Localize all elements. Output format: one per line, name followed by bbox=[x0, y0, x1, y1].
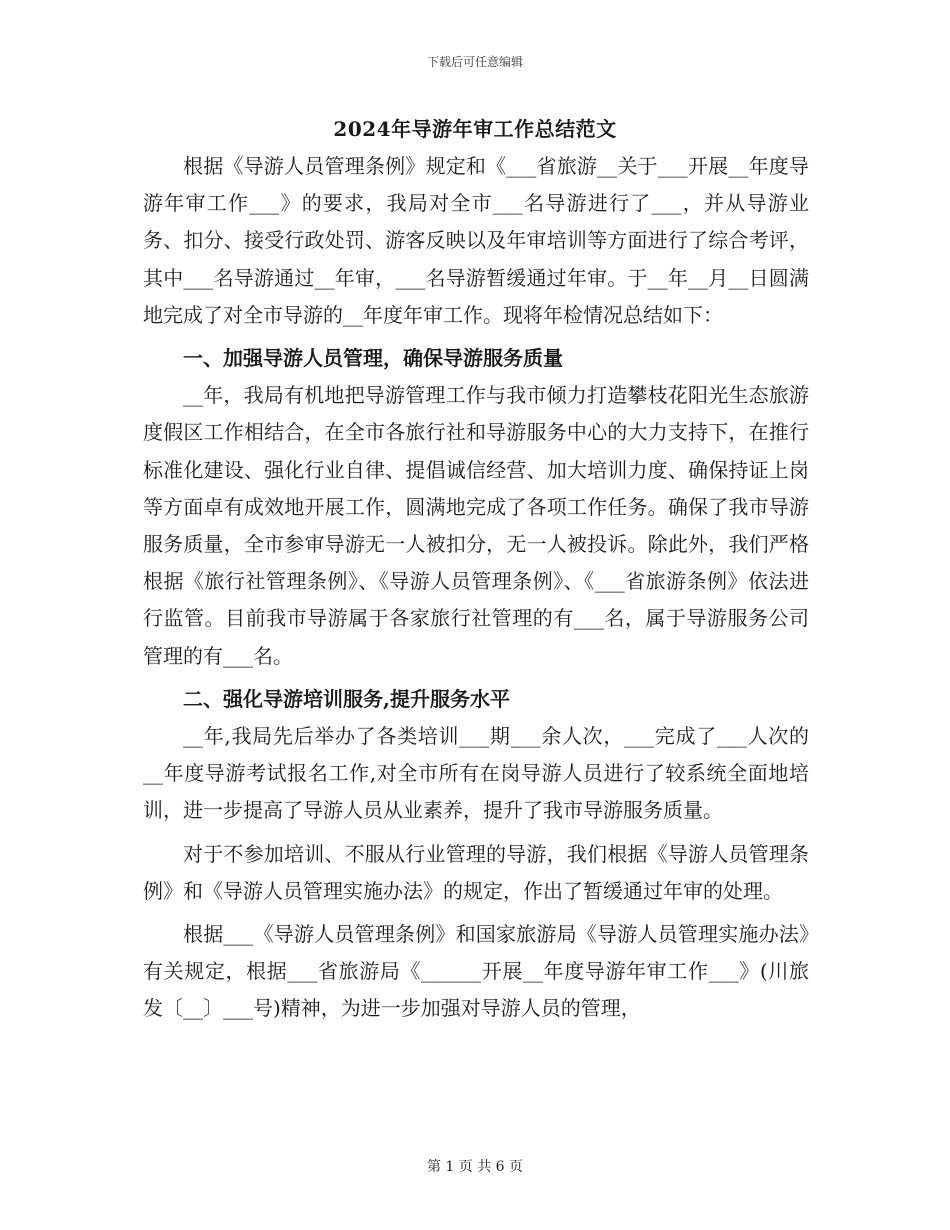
paragraph-intro: 根据《导游人员管理条例》规定和《___省旅游__关于___开展__年度导游年审工作___》的要求，我局对全市___名导游进行了___，并从导游业务、扣分、接受行政处罚、游客反映以及年审培训等方面进行了综合考评，其中___名导游通过__年审，___名导游暂缓通过年审。于__年__月__日圆满地完成了对全市导游的__年度年审工作。现将年检情况总结如下： bbox=[143, 154, 809, 327]
page-number-footer: 第 1 页 共 6 页 bbox=[426, 1159, 524, 1175]
paragraph-section-1: __年，我局有机地把导游管理工作与我市倾力打造攀枝花阳光生态旅游度假区工作相结合，在全市各旅行社和导游服务中心的大力支持下，在推行标准化建设、强化行业自律、提倡诚信经营、加大培训力度、确保持证上岗等方面卓有成效地开展工作，圆满地完成了各项工作任务。确保了我市导游服务质量，全市参审导游无一人被扣分，无一人被投诉。除此外，我们严格根据《旅行社管理条例》、《导游人员管理条例》、《___省旅游条例》依法进行监管。目前我市导游属于各家旅行社管理的有___名，属于导游服务公司管理的有___名。 bbox=[143, 383, 809, 668]
paragraph-section-2: __年,我局先后举办了各类培训___期___余人次，___完成了___人次的__年度导游考试报名工作,对全市所有在岗导游人员进行了较系统全面地培训，进一步提高了导游人员从业素养，提升了我市导游服务质量。 bbox=[143, 724, 809, 823]
paragraph-section-2c: 根据___《导游人员管理条例》和国家旅游局《导游人员管理实施办法》有关规定，根据___省旅游局《______开展__年度导游年审工作___》(川旅发〔__〕___号)精神，为进一步加强对导游人员的管理， bbox=[143, 922, 809, 1021]
header-note: 下载后可任意编辑 bbox=[426, 55, 523, 69]
section-heading-1: 一、加强导游人员管理，确保导游服务质量 bbox=[183, 346, 563, 371]
document-title: 2024年导游年审工作总结范文 bbox=[333, 117, 617, 141]
paragraph-section-2b: 对于不参加培训、不服从行业管理的导游，我们根据《导游人员管理条例》和《导游人员管理实施办法》的规定，作出了暂缓通过年审的处理。 bbox=[143, 841, 809, 903]
document-body bbox=[143, 148, 809, 1028]
section-heading-2: 二、强化导游培训服务,提升服务水平 bbox=[183, 686, 510, 711]
